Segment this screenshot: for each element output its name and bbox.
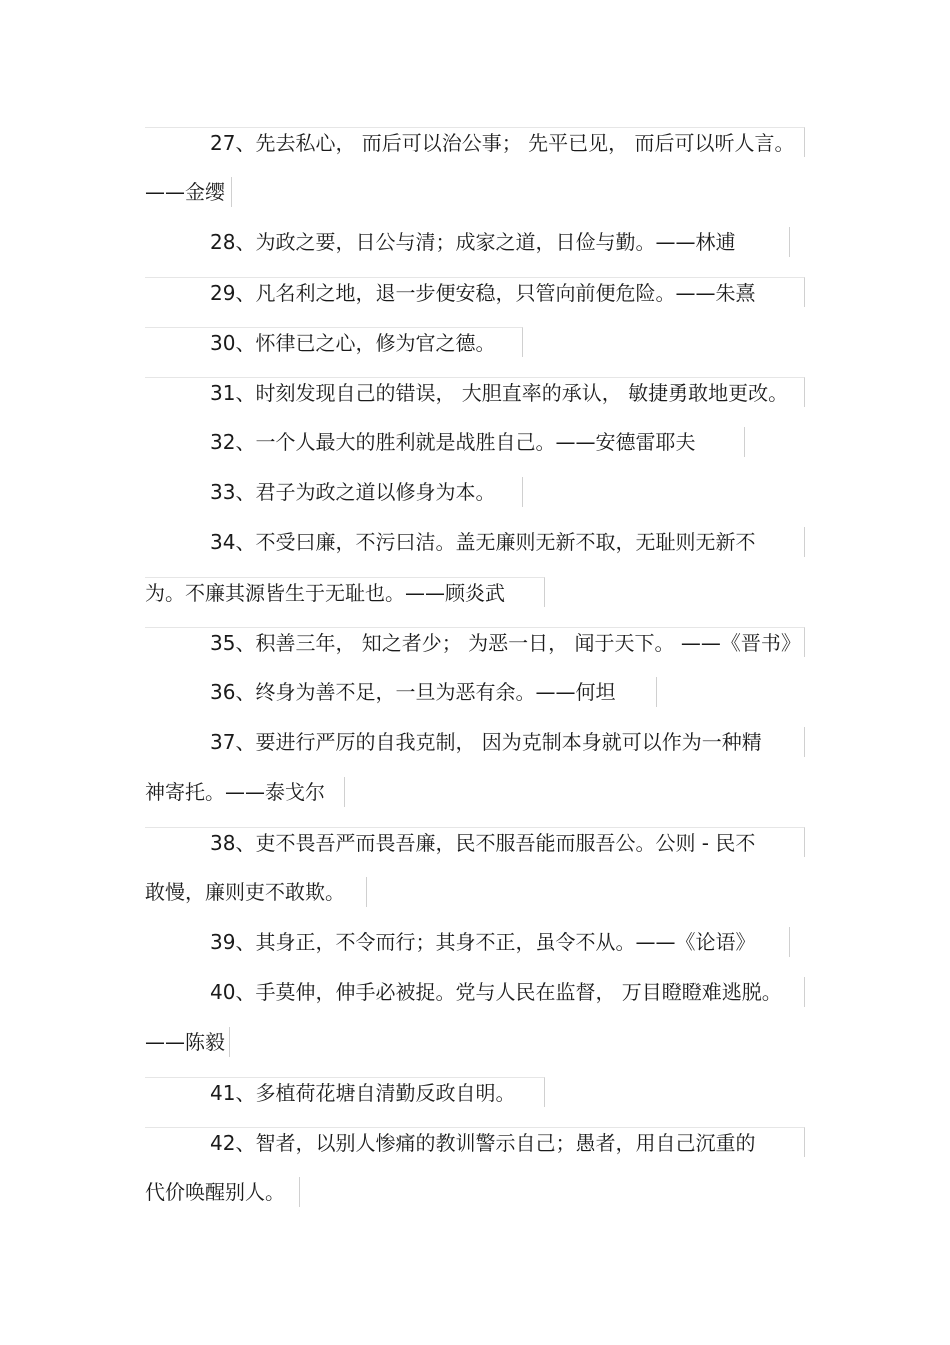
quote-34-line-1 — [145, 527, 805, 557]
quote-35 — [145, 627, 805, 657]
quote-31 — [145, 377, 805, 407]
quote-text: 37、要进行严厉的自我克制， 因为克制本身就可以作为一种精 — [210, 730, 762, 754]
quote-42-line-1 — [145, 1127, 805, 1157]
quote-28 — [145, 227, 790, 257]
quote-text: 41、多植荷花塘自清勤反政自明。 — [210, 1081, 516, 1105]
quote-42-line-2 — [145, 1177, 300, 1207]
quote-text: 神寄托。——泰戈尔 — [145, 780, 325, 804]
quote-text: 31、时刻发现自己的错误， 大胆直率的承认， 敏捷勇敢地更改。 — [210, 381, 789, 405]
quote-text: 敢慢，廉则吏不敢欺。 — [145, 880, 345, 904]
quote-text: 32、一个人最大的胜利就是战胜自己。——安德雷耶夫 — [210, 430, 696, 454]
quote-text: 38、吏不畏吾严而畏吾廉，民不服吾能而服吾公。公则 - 民不 — [210, 831, 756, 855]
quote-text: 34、不受曰廉，不污曰洁。盖无廉则无新不取，无耻则无新不 — [210, 530, 756, 554]
quote-text: 35、积善三年， 知之者少； 为恶一日， 闻于天下。 ——《晋书》 — [210, 631, 801, 655]
quote-29 — [145, 277, 805, 307]
quote-27-line-1 — [145, 127, 805, 157]
quote-text: 30、怀律已之心，修为官之德。 — [210, 331, 496, 355]
quote-34-line-2 — [145, 577, 545, 607]
quote-text: 代价唤醒别人。 — [145, 1180, 285, 1204]
quote-27-line-2 — [145, 177, 232, 207]
quote-37-line-1 — [145, 727, 805, 757]
quote-38-line-1 — [145, 827, 805, 857]
quote-text: 29、凡名利之地，退一步便安稳，只管向前便危险。——朱熹 — [210, 281, 756, 305]
quote-40-line-2 — [145, 1027, 230, 1057]
quote-text: 27、先去私心， 而后可以治公事； 先平已见， 而后可以听人言。 — [210, 131, 795, 155]
quote-40-line-1 — [145, 977, 805, 1007]
quote-text: 40、手莫伸，伸手必被捉。党与人民在监督， 万目瞪瞪难逃脱。 — [210, 980, 782, 1004]
quote-39 — [145, 927, 790, 957]
quote-37-line-2 — [145, 777, 345, 807]
quote-text: ——陈毅 — [145, 1030, 225, 1054]
quote-text: 28、为政之要，日公与清；成家之道，日俭与勤。——林逋 — [210, 230, 736, 254]
quote-38-line-2 — [145, 877, 367, 907]
quote-text: 39、其身正，不令而行；其身不正，虽令不从。——《论语》 — [210, 930, 756, 954]
quote-text: 33、君子为政之道以修身为本。 — [210, 480, 496, 504]
quote-text: 36、终身为善不足，一旦为恶有余。——何坦 — [210, 680, 616, 704]
quote-text: 为。不廉其源皆生于无耻也。——顾炎武 — [145, 581, 505, 605]
quote-33 — [145, 477, 523, 507]
quote-30 — [145, 327, 523, 357]
quote-36 — [145, 677, 657, 707]
quote-text: 42、智者，以别人惨痛的教训警示自己；愚者，用自己沉重的 — [210, 1131, 756, 1155]
quote-text: ——金缨 — [145, 180, 225, 204]
quote-41 — [145, 1077, 545, 1107]
quote-32 — [145, 427, 745, 457]
